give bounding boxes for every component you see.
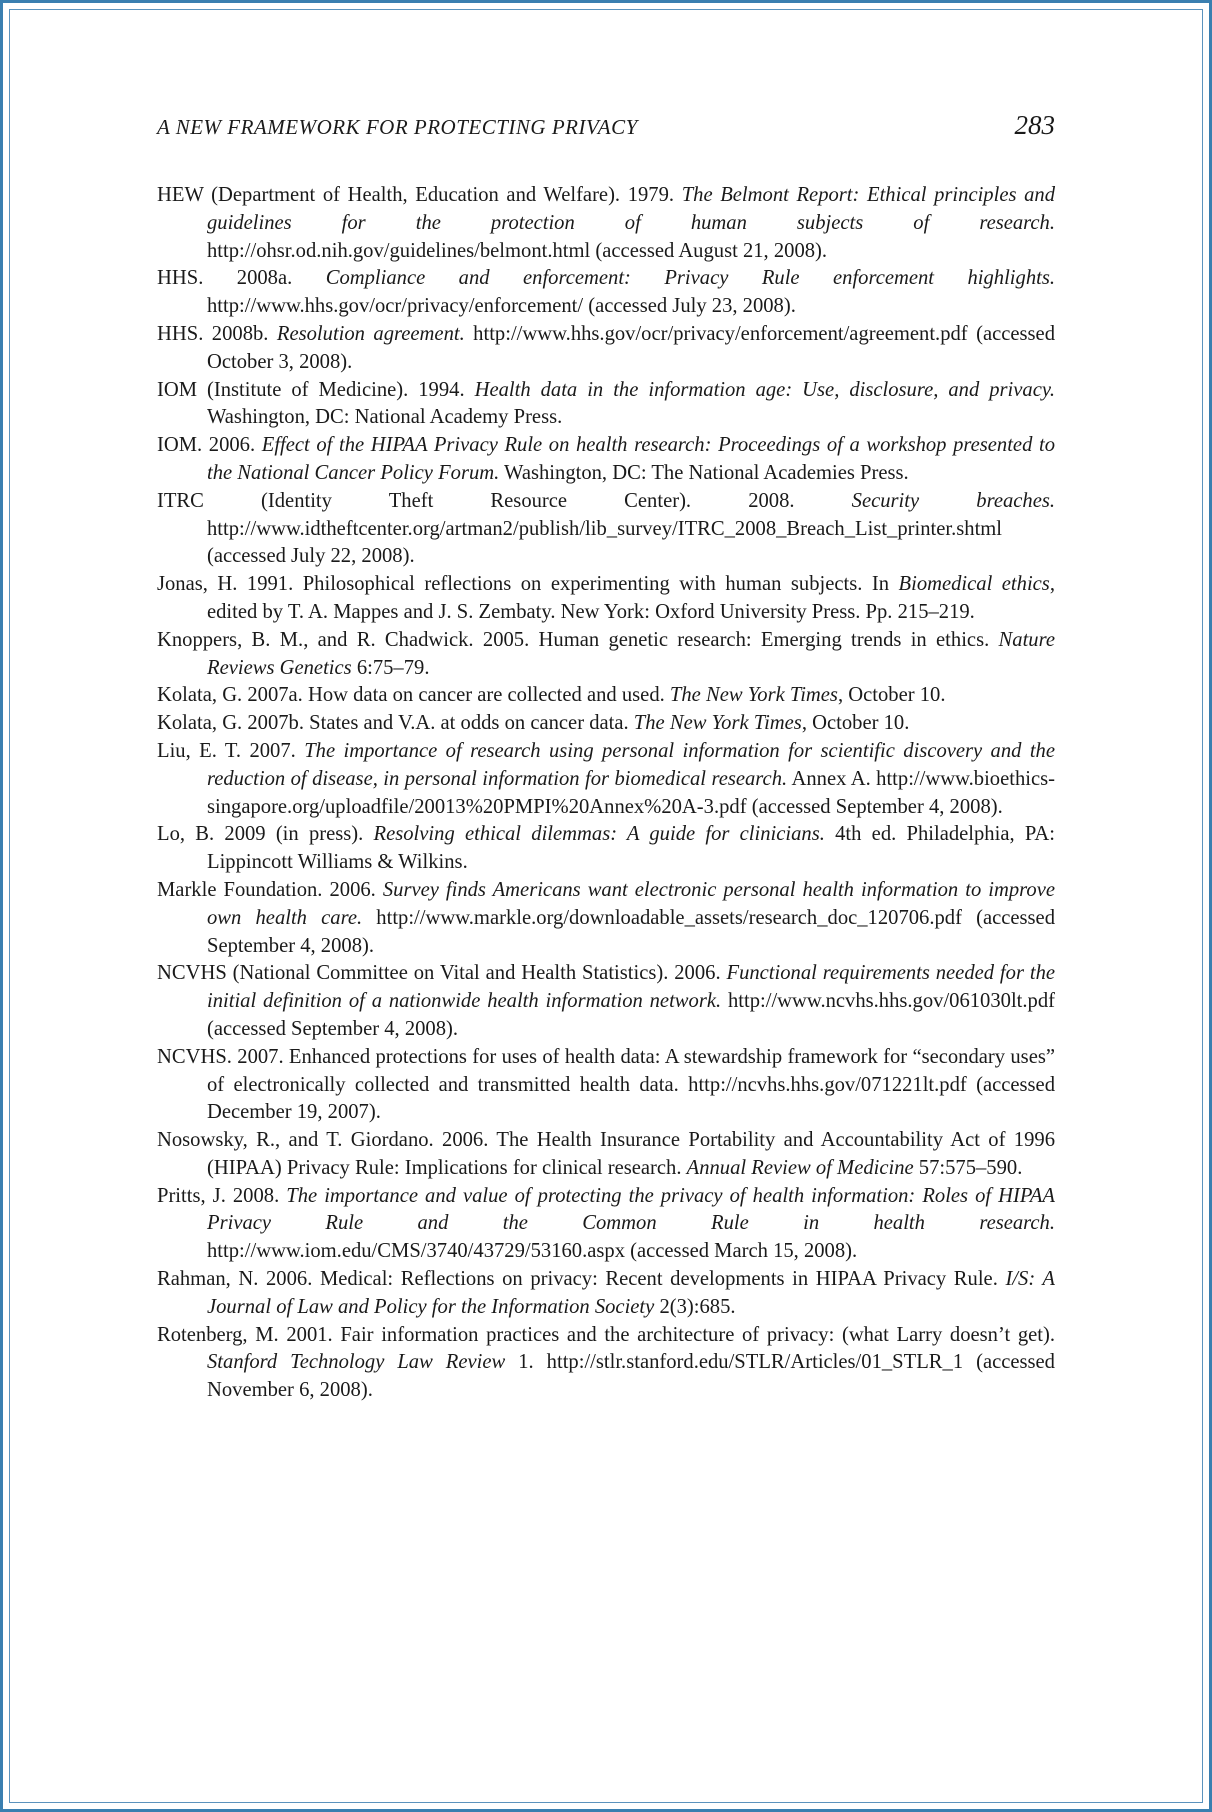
reference-text: Washington, DC: National Academy Press. bbox=[207, 406, 563, 429]
reference-list bbox=[157, 182, 1055, 1405]
reference-text: Annex A. http://www.bioethics-singapore.org/uploadfile/20013%20PMPI%20Annex%20A-3.pdf (accessed September 4, 2008). bbox=[207, 767, 1056, 818]
reference-title: Stanford Technology Law Review bbox=[207, 1351, 506, 1374]
reference-title: Resolution agreement. bbox=[276, 322, 465, 345]
reference-text: ITRC (Identity Theft Resource Center). 2008. bbox=[157, 489, 852, 512]
reference-entry bbox=[157, 571, 1055, 627]
reference-entry bbox=[157, 488, 1055, 571]
reference-text: Kolata, G. 2007b. States and V.A. at odds on cancer data. bbox=[157, 712, 634, 735]
reference-text: 4th ed. Philadelphia, PA: Lippincott Williams & Wilkins. bbox=[207, 823, 1056, 874]
reference-text: 1. http://stlr.stanford.edu/STLR/Articles/01_STLR_1 (accessed November 6, 2008). bbox=[207, 1351, 1055, 1402]
reference-title: The New York Times bbox=[633, 712, 802, 735]
reference-text: http://www.ncvhs.hhs.gov/061030lt.pdf (accessed September 4, 2008). bbox=[207, 990, 1055, 1040]
reference-text: Rotenberg, M. 2001. Fair information practices and the architecture of privacy: (what Larry doesn’t get). bbox=[157, 1323, 1055, 1346]
reference-text: NCVHS (National Committee on Vital and Health Statistics). 2006. bbox=[157, 962, 727, 985]
reference-title: Compliance and enforcement: Privacy Rule enforcement highlights. bbox=[325, 267, 1055, 290]
reference-entry bbox=[157, 321, 1055, 377]
reference-text: http://ohsr.od.nih.gov/guidelines/belmont.html (accessed August 21, 2008). bbox=[207, 239, 828, 262]
reference-title: Health data in the information age: Use, disclosure, and privacy. bbox=[474, 378, 1055, 401]
reference-title: The importance of research using personal information for scientific discovery and the reduction of disease, in personal information for biomedical research. bbox=[207, 739, 1055, 790]
reference-entry bbox=[157, 265, 1055, 321]
reference-title: Security breaches. bbox=[851, 489, 1055, 512]
reference-text: Pritts, J. 2008. bbox=[157, 1184, 287, 1207]
reference-title: Survey finds Americans want electronic personal health information to improve own health care. bbox=[207, 878, 1055, 929]
reference-text: Lo, B. 2009 (in press). bbox=[157, 823, 374, 846]
reference-text: Knoppers, B. M., and R. Chadwick. 2005. Human genetic research: Emerging trends in ethics. bbox=[157, 628, 999, 651]
reference-entry bbox=[157, 377, 1055, 433]
reference-entry bbox=[157, 960, 1055, 1043]
reference-entry bbox=[157, 738, 1055, 821]
reference-text: http://www.hhs.gov/ocr/privacy/enforcement/ (accessed July 23, 2008). bbox=[207, 295, 796, 318]
reference-text: Jonas, H. 1991. Philosophical reflections on experimenting with human subjects. In bbox=[157, 573, 899, 596]
reference-title: The New York Times bbox=[669, 684, 838, 707]
reference-entry bbox=[157, 682, 1055, 710]
reference-title: Resolving ethical dilemmas: A guide for clinicians. bbox=[373, 823, 825, 846]
reference-text: , October 10. bbox=[837, 684, 946, 707]
reference-text: 2(3):685. bbox=[654, 1295, 736, 1318]
reference-text: , edited by T. A. Mappes and J. S. Zembaty. New York: Oxford University Press. Pp. 215–219. bbox=[207, 573, 1055, 623]
reference-entry bbox=[157, 182, 1055, 265]
reference-title: I/S: A Journal of Law and Policy for the Information Society bbox=[207, 1268, 1055, 1318]
reference-text: http://www.markle.org/downloadable_assets/research_doc_120706.pdf (accessed September 4, 2008). bbox=[207, 906, 1055, 957]
reference-entry bbox=[157, 821, 1055, 877]
reference-text: IOM. 2006. bbox=[157, 434, 262, 457]
reference-text: HHS. 2008a. bbox=[157, 267, 326, 290]
page-header bbox=[157, 110, 1055, 154]
document-page bbox=[157, 110, 1055, 1405]
reference-text: Washington, DC: The National Academies Press. bbox=[499, 461, 909, 484]
reference-text: NCVHS. 2007. Enhanced protections for uses of health data: A stewardship framework for “secondary uses” of electronically collected and transmitted health data. http://ncvhs.hhs.gov/071221lt.pdf (accessed December 19, 2007). bbox=[157, 1045, 1055, 1124]
reference-entry bbox=[157, 432, 1055, 488]
reference-title: The importance and value of protecting the privacy of health information: Roles of HIPAA Privacy Rule and the Common Rule in health research. bbox=[207, 1184, 1055, 1235]
reference-title: Annual Review of Medicine bbox=[686, 1156, 914, 1179]
reference-title: The Belmont Report: Ethical principles and guidelines for the protection of human subjects of research. bbox=[207, 184, 1056, 234]
reference-text: http://www.hhs.gov/ocr/privacy/enforcement/agreement.pdf (accessed October 3, 2008). bbox=[207, 322, 1055, 373]
reference-text: IOM (Institute of Medicine). 1994. bbox=[157, 378, 475, 401]
reference-text: Rahman, N. 2006. Medical: Reflections on privacy: Recent developments in HIPAA Privacy Rule. bbox=[157, 1268, 1006, 1291]
reference-entry bbox=[157, 1266, 1055, 1322]
reference-text: Markle Foundation. 2006. bbox=[157, 878, 383, 901]
reference-text: HHS. 2008b. bbox=[157, 322, 277, 345]
page-number: 283 bbox=[1014, 110, 1055, 140]
reference-entry bbox=[157, 1044, 1055, 1127]
reference-entry bbox=[157, 710, 1055, 738]
reference-text: http://www.iom.edu/CMS/3740/43729/53160.aspx (accessed March 15, 2008). bbox=[207, 1240, 858, 1263]
reference-text: 6:75–79. bbox=[351, 656, 430, 679]
reference-entry bbox=[157, 627, 1055, 683]
reference-entry bbox=[157, 1322, 1055, 1405]
running-head: A NEW FRAMEWORK FOR PROTECTING PRIVACY bbox=[157, 115, 638, 139]
reference-text: Kolata, G. 2007a. How data on cancer are collected and used. bbox=[157, 684, 670, 707]
reference-entry bbox=[157, 1127, 1055, 1183]
reference-title: Effect of the HIPAA Privacy Rule on health research: Proceedings of a workshop presented to the National Cancer Policy Forum. bbox=[207, 434, 1055, 484]
reference-text: Liu, E. T. 2007. bbox=[157, 739, 305, 762]
reference-text: 57:575–590. bbox=[913, 1156, 1023, 1179]
reference-title: Functional requirements needed for the initial definition of a nationwide health information network. bbox=[207, 962, 1056, 1013]
reference-title: Nature Reviews Genetics bbox=[207, 628, 1055, 679]
reference-title: Biomedical ethics bbox=[898, 573, 1050, 596]
reference-text: HEW (Department of Health, Education and Welfare). 1979. bbox=[157, 184, 682, 206]
reference-text: Nosowsky, R., and T. Giordano. 2006. The Health Insurance Portability and Accountability Act of 1996 (HIPAA) Privacy Rule: Implications for clinical research. bbox=[157, 1129, 1055, 1179]
reference-text: http://www.idtheftcenter.org/artman2/publish/lib_survey/ITRC_2008_Breach_List_printer.shtml (accessed July 22, 2008). bbox=[207, 517, 1003, 568]
reference-entry bbox=[157, 877, 1055, 960]
reference-entry bbox=[157, 1183, 1055, 1266]
reference-text: , October 10. bbox=[801, 712, 910, 735]
